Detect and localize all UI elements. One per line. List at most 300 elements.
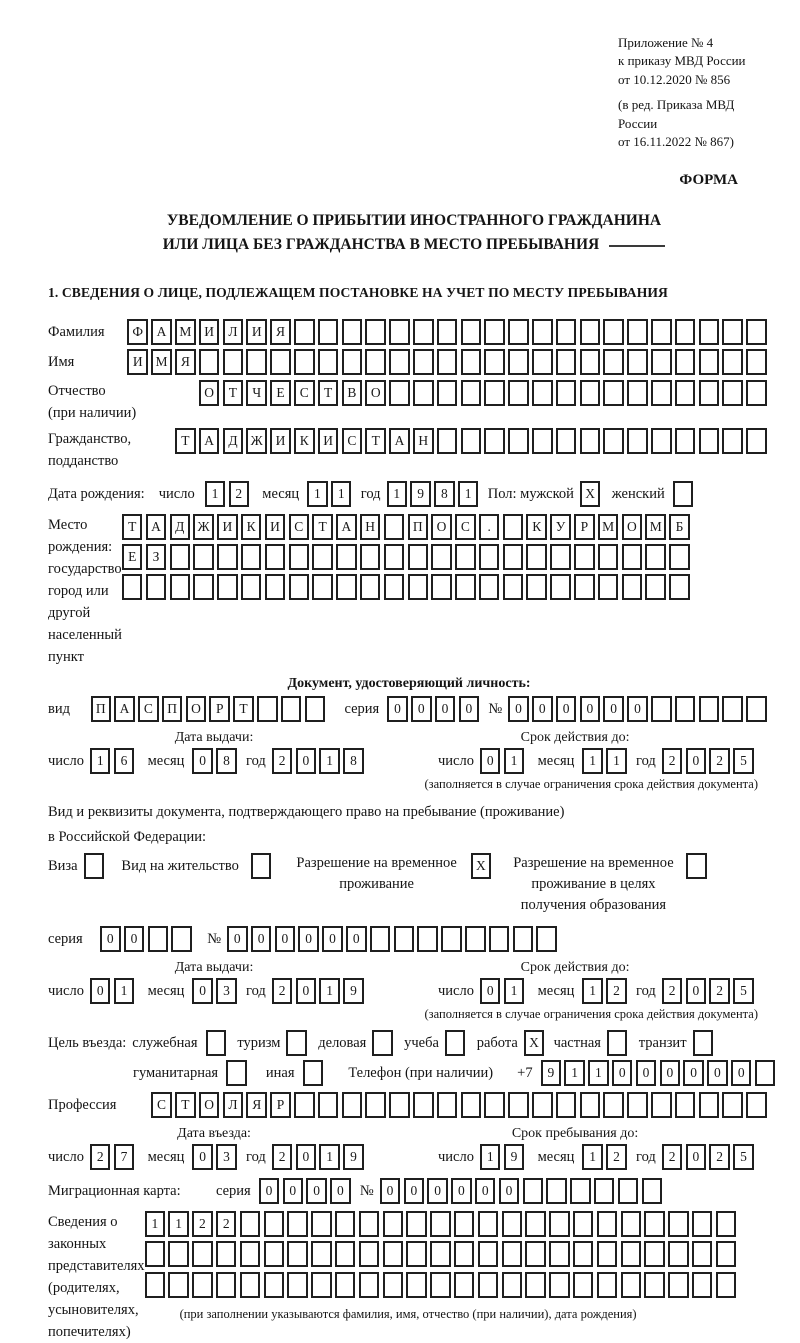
- form-cell[interactable]: [287, 1241, 308, 1267]
- form-cell[interactable]: [359, 1211, 380, 1237]
- form-cell[interactable]: 2: [606, 978, 627, 1004]
- form-cell[interactable]: [311, 1272, 332, 1298]
- form-cell[interactable]: [289, 574, 310, 600]
- form-cell[interactable]: П: [91, 696, 112, 722]
- form-cell[interactable]: [508, 319, 529, 345]
- form-cell[interactable]: [294, 1092, 315, 1118]
- form-cell[interactable]: [597, 1272, 618, 1298]
- form-cell[interactable]: 1: [458, 481, 479, 507]
- checkbox-cell[interactable]: [693, 1030, 714, 1056]
- form-cell[interactable]: 8: [343, 748, 364, 774]
- form-cell[interactable]: О: [622, 514, 643, 540]
- form-cell[interactable]: [574, 544, 595, 570]
- form-cell[interactable]: [532, 319, 553, 345]
- form-cell[interactable]: [384, 574, 405, 600]
- form-cell[interactable]: [489, 926, 510, 952]
- form-cell[interactable]: З: [146, 544, 167, 570]
- form-cell[interactable]: [430, 1241, 451, 1267]
- form-cell[interactable]: [431, 574, 452, 600]
- form-cell[interactable]: 0: [627, 696, 648, 722]
- form-cell[interactable]: 0: [435, 696, 456, 722]
- form-cell[interactable]: [171, 926, 192, 952]
- form-cell[interactable]: [370, 926, 391, 952]
- form-cell[interactable]: Ч: [246, 380, 267, 406]
- form-cell[interactable]: [722, 428, 743, 454]
- form-cell[interactable]: 0: [330, 1178, 351, 1204]
- form-cell[interactable]: [502, 1272, 523, 1298]
- form-cell[interactable]: Я: [246, 1092, 267, 1118]
- form-cell[interactable]: [383, 1272, 404, 1298]
- form-cell[interactable]: [556, 1092, 577, 1118]
- form-cell[interactable]: Д: [170, 514, 191, 540]
- form-cell[interactable]: 1: [582, 1144, 603, 1170]
- form-cell[interactable]: 2: [709, 748, 730, 774]
- form-cell[interactable]: [413, 380, 434, 406]
- form-cell[interactable]: [217, 544, 238, 570]
- form-cell[interactable]: 0: [124, 926, 145, 952]
- form-cell[interactable]: [430, 1211, 451, 1237]
- form-cell[interactable]: О: [186, 696, 207, 722]
- form-cell[interactable]: М: [598, 514, 619, 540]
- form-cell[interactable]: И: [265, 514, 286, 540]
- form-cell[interactable]: 2: [662, 748, 683, 774]
- checkbox-cell[interactable]: [286, 1030, 307, 1056]
- form-cell[interactable]: [598, 544, 619, 570]
- form-cell[interactable]: 2: [192, 1211, 213, 1237]
- form-cell[interactable]: 2: [662, 978, 683, 1004]
- form-cell[interactable]: 1: [331, 481, 352, 507]
- form-cell[interactable]: [312, 574, 333, 600]
- checkbox-cell[interactable]: [686, 853, 707, 879]
- form-cell[interactable]: [383, 1241, 404, 1267]
- form-cell[interactable]: [675, 428, 696, 454]
- form-cell[interactable]: [461, 1092, 482, 1118]
- form-cell[interactable]: [603, 1092, 624, 1118]
- form-cell[interactable]: [645, 544, 666, 570]
- form-cell[interactable]: [437, 428, 458, 454]
- form-cell[interactable]: [622, 574, 643, 600]
- form-cell[interactable]: [651, 696, 672, 722]
- form-cell[interactable]: 0: [90, 978, 111, 1004]
- form-cell[interactable]: 0: [192, 978, 213, 1004]
- form-cell[interactable]: Е: [122, 544, 143, 570]
- form-cell[interactable]: 5: [733, 978, 754, 1004]
- form-cell[interactable]: [294, 319, 315, 345]
- form-cell[interactable]: [431, 544, 452, 570]
- form-cell[interactable]: 1: [145, 1211, 166, 1237]
- form-cell[interactable]: 3: [216, 978, 237, 1004]
- form-cell[interactable]: 1: [319, 978, 340, 1004]
- form-cell[interactable]: 0: [451, 1178, 472, 1204]
- form-cell[interactable]: 0: [322, 926, 343, 952]
- form-cell[interactable]: 0: [283, 1178, 304, 1204]
- form-cell[interactable]: 8: [434, 481, 455, 507]
- form-cell[interactable]: [597, 1211, 618, 1237]
- form-cell[interactable]: [622, 544, 643, 570]
- form-cell[interactable]: [580, 349, 601, 375]
- form-cell[interactable]: [289, 544, 310, 570]
- form-cell[interactable]: 1: [114, 978, 135, 1004]
- form-cell[interactable]: [305, 696, 326, 722]
- form-cell[interactable]: Т: [365, 428, 386, 454]
- form-cell[interactable]: [532, 349, 553, 375]
- form-cell[interactable]: [549, 1241, 570, 1267]
- form-cell[interactable]: Ж: [246, 428, 267, 454]
- form-cell[interactable]: [264, 1211, 285, 1237]
- checkbox-cell[interactable]: [372, 1030, 393, 1056]
- form-cell[interactable]: [627, 349, 648, 375]
- form-cell[interactable]: 3: [216, 1144, 237, 1170]
- form-cell[interactable]: [217, 574, 238, 600]
- form-cell[interactable]: [675, 1092, 696, 1118]
- form-cell[interactable]: [532, 428, 553, 454]
- form-cell[interactable]: 6: [114, 748, 135, 774]
- form-cell[interactable]: Д: [223, 428, 244, 454]
- form-cell[interactable]: [669, 544, 690, 570]
- form-cell[interactable]: [389, 349, 410, 375]
- form-cell[interactable]: Ж: [193, 514, 214, 540]
- form-cell[interactable]: А: [114, 696, 135, 722]
- form-cell[interactable]: [526, 574, 547, 600]
- form-cell[interactable]: [478, 1241, 499, 1267]
- form-cell[interactable]: [484, 319, 505, 345]
- form-cell[interactable]: [170, 574, 191, 600]
- form-cell[interactable]: [384, 544, 405, 570]
- form-cell[interactable]: [311, 1241, 332, 1267]
- form-cell[interactable]: [502, 1211, 523, 1237]
- form-cell[interactable]: [675, 380, 696, 406]
- form-cell[interactable]: И: [246, 319, 267, 345]
- form-cell[interactable]: [570, 1178, 591, 1204]
- form-cell[interactable]: [342, 319, 363, 345]
- form-cell[interactable]: 0: [404, 1178, 425, 1204]
- form-cell[interactable]: 0: [346, 926, 367, 952]
- form-cell[interactable]: [342, 349, 363, 375]
- form-cell[interactable]: [668, 1241, 689, 1267]
- form-cell[interactable]: [627, 1092, 648, 1118]
- form-cell[interactable]: [722, 319, 743, 345]
- form-cell[interactable]: 0: [251, 926, 272, 952]
- form-cell[interactable]: [716, 1211, 737, 1237]
- form-cell[interactable]: [461, 319, 482, 345]
- form-cell[interactable]: [454, 1272, 475, 1298]
- checkbox-cell[interactable]: X: [524, 1030, 545, 1056]
- checkbox-cell[interactable]: [251, 853, 272, 879]
- form-cell[interactable]: [478, 1272, 499, 1298]
- form-cell[interactable]: [597, 1241, 618, 1267]
- form-cell[interactable]: [618, 1178, 639, 1204]
- form-cell[interactable]: [716, 1272, 737, 1298]
- form-cell[interactable]: Р: [574, 514, 595, 540]
- form-cell[interactable]: [193, 574, 214, 600]
- form-cell[interactable]: [699, 1092, 720, 1118]
- form-cell[interactable]: 0: [475, 1178, 496, 1204]
- form-cell[interactable]: [627, 380, 648, 406]
- form-cell[interactable]: [536, 926, 557, 952]
- form-cell[interactable]: 2: [709, 978, 730, 1004]
- form-cell[interactable]: [241, 544, 262, 570]
- form-cell[interactable]: 0: [100, 926, 121, 952]
- form-cell[interactable]: [454, 1211, 475, 1237]
- form-cell[interactable]: 5: [733, 748, 754, 774]
- form-cell[interactable]: 1: [319, 748, 340, 774]
- form-cell[interactable]: [465, 926, 486, 952]
- form-cell[interactable]: [365, 349, 386, 375]
- form-cell[interactable]: Я: [175, 349, 196, 375]
- form-cell[interactable]: [437, 349, 458, 375]
- form-cell[interactable]: [573, 1211, 594, 1237]
- form-cell[interactable]: [281, 696, 302, 722]
- form-cell[interactable]: [383, 1211, 404, 1237]
- form-cell[interactable]: [437, 1092, 458, 1118]
- form-cell[interactable]: 1: [387, 481, 408, 507]
- form-cell[interactable]: Т: [223, 380, 244, 406]
- form-cell[interactable]: [265, 544, 286, 570]
- form-cell[interactable]: [287, 1211, 308, 1237]
- form-cell[interactable]: [621, 1211, 642, 1237]
- form-cell[interactable]: [193, 544, 214, 570]
- form-cell[interactable]: [556, 349, 577, 375]
- form-cell[interactable]: И: [199, 319, 220, 345]
- form-cell[interactable]: 0: [227, 926, 248, 952]
- form-cell[interactable]: [223, 349, 244, 375]
- form-cell[interactable]: .: [479, 514, 500, 540]
- form-cell[interactable]: [645, 574, 666, 600]
- form-cell[interactable]: [408, 574, 429, 600]
- form-cell[interactable]: 8: [216, 748, 237, 774]
- form-cell[interactable]: [406, 1211, 427, 1237]
- form-cell[interactable]: 0: [259, 1178, 280, 1204]
- form-cell[interactable]: У: [550, 514, 571, 540]
- form-cell[interactable]: 0: [683, 1060, 704, 1086]
- form-cell[interactable]: А: [389, 428, 410, 454]
- form-cell[interactable]: [192, 1272, 213, 1298]
- form-cell[interactable]: [642, 1178, 663, 1204]
- form-cell[interactable]: [336, 574, 357, 600]
- form-cell[interactable]: [264, 1272, 285, 1298]
- form-cell[interactable]: [406, 1272, 427, 1298]
- form-cell[interactable]: 1: [588, 1060, 609, 1086]
- form-cell[interactable]: О: [431, 514, 452, 540]
- form-cell[interactable]: [722, 1092, 743, 1118]
- form-cell[interactable]: [478, 1211, 499, 1237]
- form-cell[interactable]: [722, 349, 743, 375]
- form-cell[interactable]: [603, 319, 624, 345]
- form-cell[interactable]: 1: [582, 978, 603, 1004]
- form-cell[interactable]: 1: [319, 1144, 340, 1170]
- form-cell[interactable]: [503, 574, 524, 600]
- form-cell[interactable]: 7: [114, 1144, 135, 1170]
- form-cell[interactable]: 0: [411, 696, 432, 722]
- form-cell[interactable]: [318, 1092, 339, 1118]
- form-cell[interactable]: 9: [541, 1060, 562, 1086]
- form-cell[interactable]: С: [342, 428, 363, 454]
- form-cell[interactable]: [389, 1092, 410, 1118]
- form-cell[interactable]: [523, 1178, 544, 1204]
- form-cell[interactable]: 0: [707, 1060, 728, 1086]
- form-cell[interactable]: [603, 349, 624, 375]
- form-cell[interactable]: [461, 428, 482, 454]
- form-cell[interactable]: [122, 574, 143, 600]
- form-cell[interactable]: 0: [306, 1178, 327, 1204]
- form-cell[interactable]: [508, 1092, 529, 1118]
- form-cell[interactable]: [294, 349, 315, 375]
- form-cell[interactable]: 1: [564, 1060, 585, 1086]
- form-cell[interactable]: 0: [275, 926, 296, 952]
- form-cell[interactable]: [484, 349, 505, 375]
- form-cell[interactable]: И: [270, 428, 291, 454]
- form-cell[interactable]: Я: [270, 319, 291, 345]
- form-cell[interactable]: [580, 380, 601, 406]
- form-cell[interactable]: [627, 428, 648, 454]
- form-cell[interactable]: [556, 428, 577, 454]
- form-cell[interactable]: [240, 1241, 261, 1267]
- form-cell[interactable]: [454, 1241, 475, 1267]
- form-cell[interactable]: 2: [606, 1144, 627, 1170]
- form-cell[interactable]: [257, 696, 278, 722]
- form-cell[interactable]: [264, 1241, 285, 1267]
- form-cell[interactable]: [594, 1178, 615, 1204]
- form-cell[interactable]: [668, 1272, 689, 1298]
- form-cell[interactable]: [241, 574, 262, 600]
- form-cell[interactable]: 9: [343, 1144, 364, 1170]
- form-cell[interactable]: 2: [272, 978, 293, 1004]
- form-cell[interactable]: [170, 544, 191, 570]
- form-cell[interactable]: [389, 380, 410, 406]
- form-cell[interactable]: [675, 696, 696, 722]
- form-cell[interactable]: [621, 1272, 642, 1298]
- checkbox-cell[interactable]: [206, 1030, 227, 1056]
- form-cell[interactable]: [532, 1092, 553, 1118]
- form-cell[interactable]: Т: [318, 380, 339, 406]
- form-cell[interactable]: [430, 1272, 451, 1298]
- form-cell[interactable]: [508, 349, 529, 375]
- form-cell[interactable]: [699, 319, 720, 345]
- form-cell[interactable]: [644, 1272, 665, 1298]
- form-cell[interactable]: Н: [413, 428, 434, 454]
- form-cell[interactable]: [335, 1272, 356, 1298]
- form-cell[interactable]: А: [151, 319, 172, 345]
- form-cell[interactable]: [502, 1241, 523, 1267]
- form-cell[interactable]: [525, 1211, 546, 1237]
- form-cell[interactable]: [270, 349, 291, 375]
- form-cell[interactable]: Р: [209, 696, 230, 722]
- form-cell[interactable]: 0: [580, 696, 601, 722]
- form-cell[interactable]: [389, 319, 410, 345]
- form-cell[interactable]: Л: [223, 319, 244, 345]
- form-cell[interactable]: 1: [606, 748, 627, 774]
- form-cell[interactable]: [246, 349, 267, 375]
- form-cell[interactable]: [384, 514, 405, 540]
- form-cell[interactable]: [651, 428, 672, 454]
- form-cell[interactable]: О: [365, 380, 386, 406]
- form-cell[interactable]: Р: [270, 1092, 291, 1118]
- form-cell[interactable]: 2: [216, 1211, 237, 1237]
- form-cell[interactable]: 1: [205, 481, 226, 507]
- form-cell[interactable]: [287, 1272, 308, 1298]
- form-cell[interactable]: [503, 544, 524, 570]
- form-cell[interactable]: 0: [480, 978, 501, 1004]
- form-cell[interactable]: [335, 1211, 356, 1237]
- checkbox-cell[interactable]: [84, 853, 105, 879]
- form-cell[interactable]: 0: [686, 748, 707, 774]
- form-cell[interactable]: [484, 380, 505, 406]
- form-cell[interactable]: 0: [192, 1144, 213, 1170]
- form-cell[interactable]: [675, 319, 696, 345]
- form-cell[interactable]: [406, 1241, 427, 1267]
- form-cell[interactable]: А: [146, 514, 167, 540]
- form-cell[interactable]: [413, 349, 434, 375]
- form-cell[interactable]: [668, 1211, 689, 1237]
- form-cell[interactable]: 0: [296, 1144, 317, 1170]
- form-cell[interactable]: 0: [603, 696, 624, 722]
- form-cell[interactable]: К: [526, 514, 547, 540]
- form-cell[interactable]: П: [162, 696, 183, 722]
- checkbox-cell[interactable]: X: [580, 481, 601, 507]
- form-cell[interactable]: [651, 319, 672, 345]
- form-cell[interactable]: [550, 544, 571, 570]
- form-cell[interactable]: [417, 926, 438, 952]
- form-cell[interactable]: [508, 428, 529, 454]
- form-cell[interactable]: Н: [360, 514, 381, 540]
- form-cell[interactable]: 9: [410, 481, 431, 507]
- form-cell[interactable]: М: [175, 319, 196, 345]
- form-cell[interactable]: 5: [733, 1144, 754, 1170]
- form-cell[interactable]: [598, 574, 619, 600]
- form-cell[interactable]: 1: [480, 1144, 501, 1170]
- form-cell[interactable]: В: [342, 380, 363, 406]
- form-cell[interactable]: 0: [731, 1060, 752, 1086]
- form-cell[interactable]: 9: [504, 1144, 525, 1170]
- form-cell[interactable]: [265, 574, 286, 600]
- form-cell[interactable]: [413, 319, 434, 345]
- form-cell[interactable]: [550, 574, 571, 600]
- form-cell[interactable]: [216, 1272, 237, 1298]
- form-cell[interactable]: О: [199, 380, 220, 406]
- form-cell[interactable]: [699, 428, 720, 454]
- form-cell[interactable]: [216, 1241, 237, 1267]
- form-cell[interactable]: [603, 428, 624, 454]
- form-cell[interactable]: [192, 1241, 213, 1267]
- form-cell[interactable]: С: [138, 696, 159, 722]
- form-cell[interactable]: 1: [90, 748, 111, 774]
- form-cell[interactable]: [408, 544, 429, 570]
- form-cell[interactable]: Б: [669, 514, 690, 540]
- form-cell[interactable]: [365, 1092, 386, 1118]
- form-cell[interactable]: [342, 1092, 363, 1118]
- form-cell[interactable]: [318, 349, 339, 375]
- checkbox-cell[interactable]: [303, 1060, 324, 1086]
- form-cell[interactable]: 1: [582, 748, 603, 774]
- form-cell[interactable]: [168, 1272, 189, 1298]
- form-cell[interactable]: О: [199, 1092, 220, 1118]
- form-cell[interactable]: [484, 1092, 505, 1118]
- form-cell[interactable]: [240, 1272, 261, 1298]
- form-cell[interactable]: [526, 544, 547, 570]
- form-cell[interactable]: [699, 696, 720, 722]
- form-cell[interactable]: [651, 349, 672, 375]
- form-cell[interactable]: [755, 1060, 776, 1086]
- form-cell[interactable]: [573, 1272, 594, 1298]
- form-cell[interactable]: [692, 1211, 713, 1237]
- form-cell[interactable]: [627, 319, 648, 345]
- form-cell[interactable]: 0: [296, 978, 317, 1004]
- form-cell[interactable]: [394, 926, 415, 952]
- form-cell[interactable]: [651, 1092, 672, 1118]
- form-cell[interactable]: [312, 544, 333, 570]
- checkbox-cell[interactable]: [607, 1030, 628, 1056]
- form-cell[interactable]: [513, 926, 534, 952]
